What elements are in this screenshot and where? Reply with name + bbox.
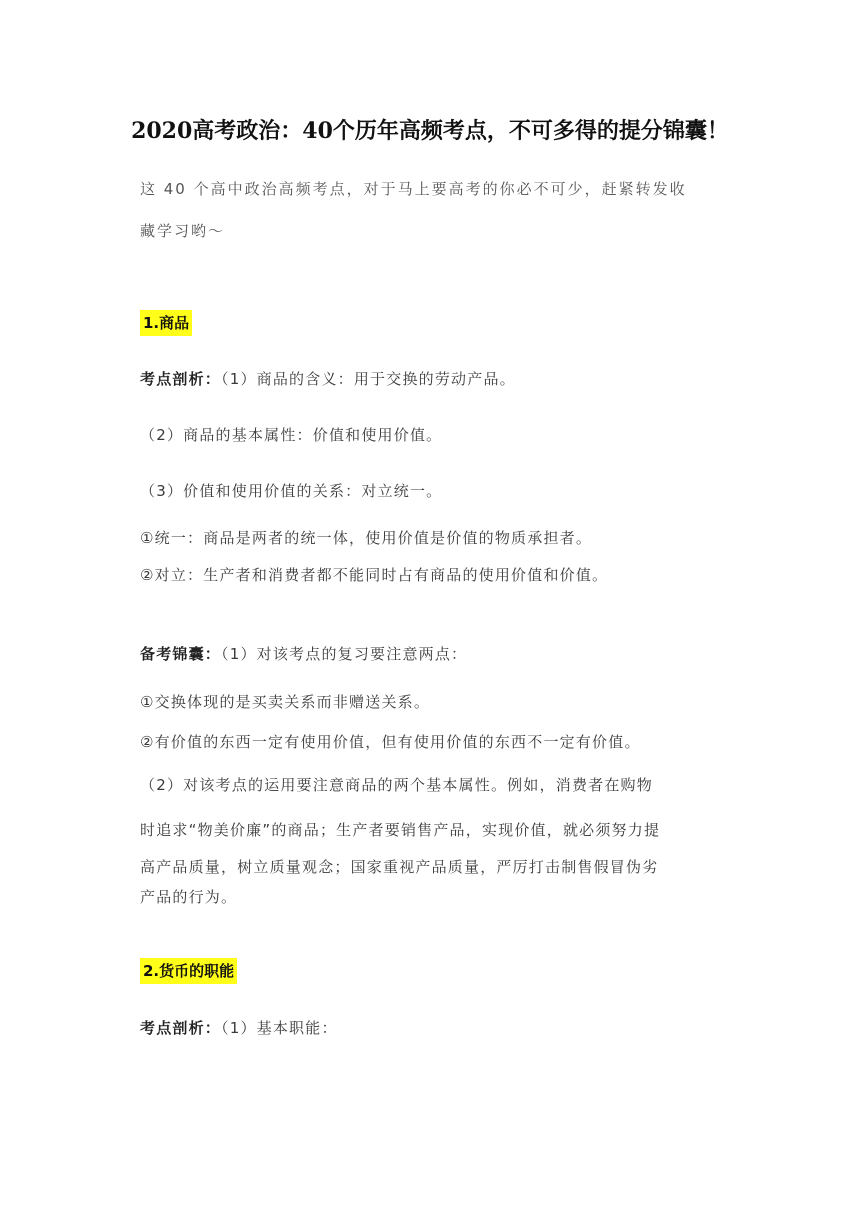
- tips-label: 备考锦囊：: [140, 645, 222, 663]
- analysis-label: 考点剖析：: [140, 370, 222, 388]
- analysis-line-1: [140, 368, 516, 389]
- analysis-line-4: ①统一：商品是两者的统一体，使用价值是价值的物质承担者。: [140, 529, 593, 547]
- tips-line-1: [140, 643, 467, 664]
- analysis-text: （1）商品的含义：用于交换的劳动产品。: [221, 370, 516, 388]
- analysis-line-3: （3）价值和使用价值的关系：对立统一。: [140, 482, 443, 500]
- intro-line-1: 这 40 个高中政治高频考点，对于马上要高考的你必不可少，赶紧转发收: [140, 180, 687, 198]
- article-title: 2020高考政治：40个历年高频考点，不可多得的提分锦囊！: [131, 118, 729, 144]
- tips-text: （1）对该考点的复习要注意两点：: [221, 645, 468, 663]
- analysis-text-2: （1）基本职能：: [221, 1019, 338, 1037]
- tips-line-6: 高产品质量，树立质量观念；国家重视产品质量，严厉打击制售假冒伪劣: [140, 858, 659, 876]
- tips-line-3: ②有价值的东西一定有使用价值，但有使用价值的东西不一定有价值。: [140, 733, 641, 751]
- tips-line-2: ①交换体现的是买卖关系而非赠送关系。: [140, 693, 431, 711]
- tips-line-7: 产品的行为。: [140, 888, 238, 906]
- tips-line-4: （2）对该考点的运用要注意商品的两个基本属性。例如，消费者在购物: [140, 776, 653, 794]
- analysis-label-2: 考点剖析：: [140, 1019, 222, 1037]
- analysis-line-2: （2）商品的基本属性：价值和使用价值。: [140, 426, 443, 444]
- tips-line-5: 时追求“物美价廉”的商品；生产者要销售产品，实现价值，就必须努力提: [140, 821, 661, 839]
- intro-line-2: 藏学习哟～: [140, 222, 226, 240]
- section-heading-1: 1.商品: [140, 310, 192, 336]
- analysis-line-5: ②对立：生产者和消费者都不能同时占有商品的使用价值和价值。: [140, 566, 609, 584]
- analysis-line-6: [140, 1017, 338, 1038]
- section-heading-2: 2.货币的职能: [140, 958, 237, 984]
